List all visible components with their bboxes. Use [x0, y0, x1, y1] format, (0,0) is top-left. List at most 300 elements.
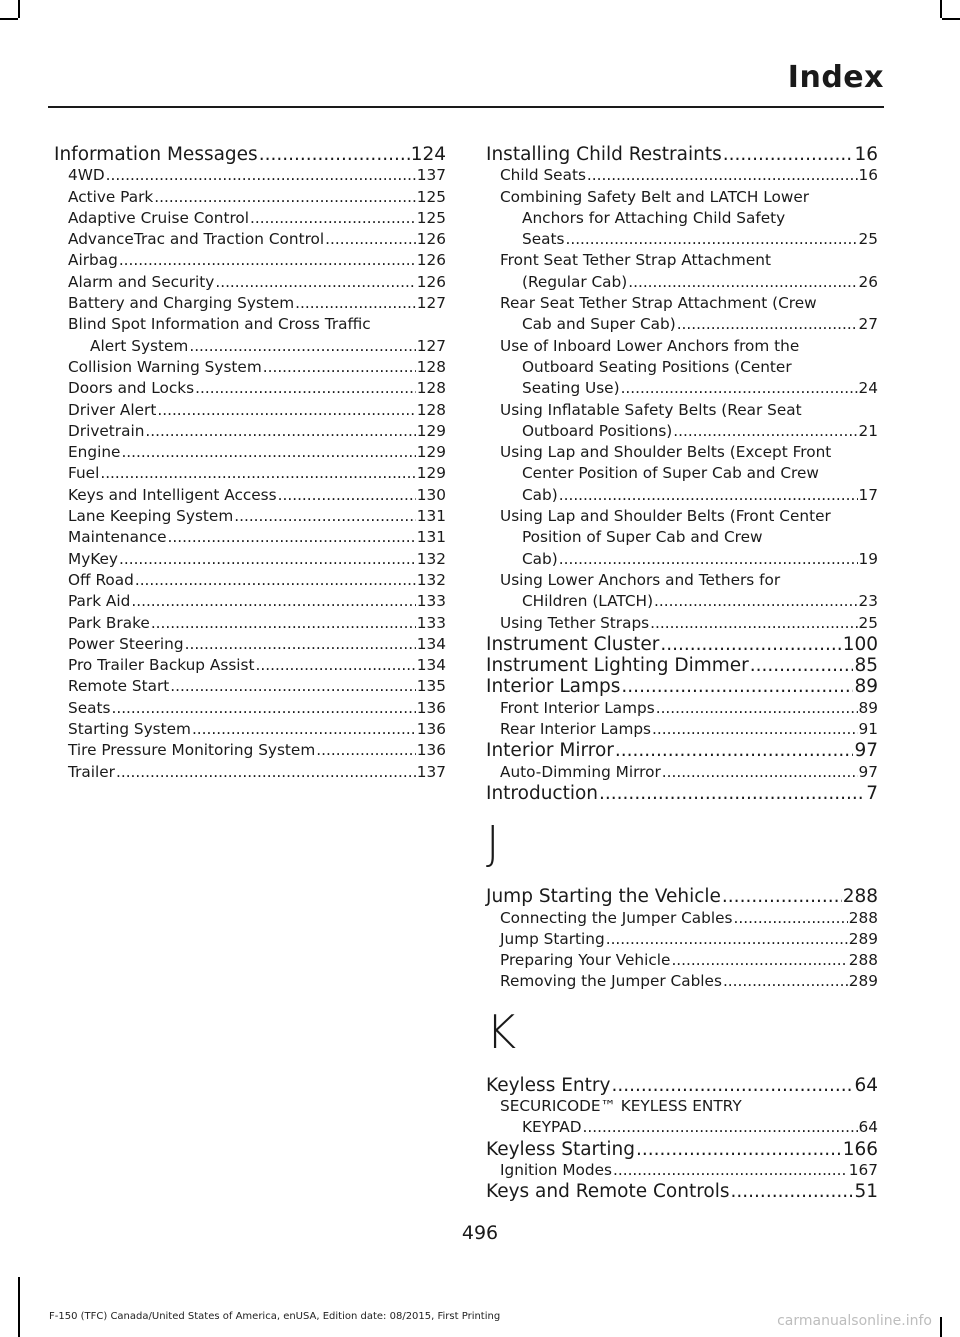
index-entry[interactable] — [486, 655, 878, 676]
entry-page-number: 85 — [854, 655, 878, 677]
index-subentry[interactable] — [54, 655, 446, 676]
dot-leader — [259, 144, 410, 165]
entry-text: Driver Alert — [68, 400, 157, 419]
index-entry[interactable] — [54, 144, 446, 165]
entry-row — [68, 463, 446, 484]
entry-row — [68, 293, 446, 314]
dot-leader — [106, 165, 416, 186]
entry-text: MyKey — [68, 549, 118, 568]
entry-text: AdvanceTrac and Traction Control — [68, 230, 325, 249]
index-subentry[interactable] — [54, 698, 446, 719]
entry-text: Off Road — [68, 570, 134, 589]
dot-leader — [599, 783, 865, 804]
entry-page-number: 136 — [416, 720, 446, 739]
crop-mark — [940, 1317, 942, 1337]
entry-text: Connecting the Jumper Cables — [500, 908, 733, 927]
entry-page-number: 25 — [858, 613, 878, 632]
entry-row — [68, 485, 446, 506]
entry-row — [486, 1075, 878, 1096]
index-subentry[interactable] — [486, 719, 878, 740]
index-subentry[interactable] — [486, 570, 878, 613]
dot-leader — [636, 1139, 842, 1160]
dot-leader — [583, 1117, 858, 1138]
entry-text: Rear Interior Lamps — [500, 720, 652, 739]
entry-page-number: 128 — [416, 400, 446, 419]
index-subentry[interactable] — [54, 613, 446, 634]
dot-leader — [157, 400, 415, 421]
entry-page-number: 19 — [858, 549, 878, 568]
index-entry[interactable] — [486, 740, 878, 761]
entry-text: Remote Start — [68, 677, 170, 696]
index-subentry[interactable] — [54, 165, 446, 186]
entry-row — [68, 442, 446, 463]
entry-page-number: 89 — [854, 676, 878, 698]
index-subentry[interactable] — [486, 613, 878, 634]
entry-page-number: 132 — [416, 570, 446, 589]
dot-leader — [652, 719, 858, 740]
entry-row — [68, 740, 446, 761]
entry-row — [68, 527, 446, 548]
dot-leader — [750, 655, 854, 676]
dot-leader — [654, 591, 857, 612]
index-subentry[interactable] — [54, 293, 446, 314]
dot-leader — [195, 378, 416, 399]
entry-page-number: 89 — [858, 698, 878, 717]
index-column-left — [54, 144, 446, 783]
entry-page-number: 125 — [416, 187, 446, 206]
index-subentry[interactable] — [486, 165, 878, 186]
entry-text: Jump Starting — [500, 929, 605, 948]
entry-page-number: 126 — [416, 251, 446, 270]
entry-text: Starting System — [68, 720, 191, 739]
entry-row — [500, 719, 878, 740]
entry-text: Trailer — [68, 762, 115, 781]
dot-leader — [325, 229, 416, 250]
index-subentry[interactable] — [54, 570, 446, 591]
dot-leader — [559, 549, 858, 570]
entry-text: Outboard Positions) — [522, 421, 673, 440]
dot-leader — [145, 421, 415, 442]
index-entry[interactable] — [486, 676, 878, 697]
entry-row — [486, 886, 878, 907]
index-subentry[interactable] — [54, 208, 446, 229]
entry-text: Cab and Super Cab) — [522, 315, 676, 334]
entry-text-line: Anchors for Attaching Child Safety — [522, 208, 786, 227]
dot-leader — [215, 272, 415, 293]
index-subentry[interactable] — [54, 250, 446, 271]
entry-row — [68, 698, 446, 719]
entry-page-number: 128 — [416, 357, 446, 376]
entry-text: Power Steering — [68, 634, 184, 653]
entry-page-number: 126 — [416, 230, 446, 249]
index-subentry[interactable] — [54, 740, 446, 761]
entry-row — [68, 719, 446, 740]
entry-page-number: 51 — [854, 1181, 878, 1203]
index-subentry[interactable] — [54, 485, 446, 506]
entry-row — [500, 314, 878, 335]
entry-text: Instrument Cluster — [486, 633, 660, 655]
entry-page-number: 289 — [848, 972, 878, 991]
entry-row — [486, 1139, 878, 1160]
index-subentry[interactable] — [486, 698, 878, 719]
entry-page-number: 136 — [416, 741, 446, 760]
entry-row — [54, 144, 446, 165]
entry-text: Lane Keeping System — [68, 507, 234, 526]
entry-row — [68, 357, 446, 378]
dot-leader — [135, 570, 416, 591]
entry-text: Child Seats — [500, 166, 586, 185]
entry-row — [500, 485, 878, 506]
dot-leader — [611, 1075, 853, 1096]
entry-text: Introduction — [486, 782, 599, 804]
dot-leader — [316, 740, 416, 761]
entry-text-line: Outboard Seating Positions (Center — [522, 357, 792, 376]
index-subentry[interactable] — [486, 442, 878, 506]
entry-row — [500, 272, 878, 293]
index-subentry[interactable] — [54, 676, 446, 697]
entry-page-number: 124 — [410, 144, 446, 165]
entry-text: Park Brake — [68, 613, 150, 632]
entry-page-number: 135 — [416, 677, 446, 696]
entry-text-line: Using Inflatable Safety Belts (Rear Seat — [500, 400, 802, 419]
dot-leader — [100, 463, 415, 484]
dot-leader — [565, 229, 857, 250]
entry-row — [68, 549, 446, 570]
entry-row — [500, 1160, 878, 1181]
entry-text: 4WD — [68, 166, 105, 185]
entry-page-number: 129 — [416, 464, 446, 483]
entry-page-number: 167 — [848, 1160, 878, 1179]
entry-page-number: 288 — [848, 908, 878, 927]
index-subentry[interactable] — [54, 762, 446, 783]
dot-leader — [673, 421, 857, 442]
entry-text-line: SECURICODE™ KEYLESS ENTRY — [500, 1096, 742, 1115]
entry-text: Tire Pressure Monitoring System — [68, 741, 316, 760]
index-entry[interactable] — [486, 783, 878, 804]
entry-row — [500, 613, 878, 634]
section-letter: K — [486, 1004, 517, 1059]
entry-page-number: 100 — [842, 633, 878, 655]
index-subentry[interactable] — [486, 950, 878, 971]
index-subentry[interactable] — [486, 400, 878, 443]
dot-leader — [650, 613, 857, 634]
index-subentry[interactable] — [486, 1096, 878, 1139]
entry-page-number: 288 — [848, 951, 878, 970]
entry-text: Doors and Locks — [68, 379, 195, 398]
index-subentry[interactable] — [54, 719, 446, 740]
entry-text: Auto-Dimming Mirror — [500, 762, 661, 781]
entry-text: Seats — [68, 698, 111, 717]
entry-page-number: 127 — [416, 294, 446, 313]
entry-row — [68, 570, 446, 591]
entry-row — [68, 421, 446, 442]
dot-leader — [656, 698, 858, 719]
entry-row — [500, 229, 878, 250]
dot-leader — [119, 549, 416, 570]
entry-text: Ignition Modes — [500, 1160, 612, 1179]
entry-row — [500, 908, 878, 929]
crop-mark — [940, 0, 942, 18]
entry-text: Fuel — [68, 464, 100, 483]
entry-row — [68, 208, 446, 229]
entry-page-number: 130 — [416, 485, 446, 504]
entry-page-number: 23 — [858, 592, 878, 611]
dot-leader — [722, 886, 842, 907]
dot-leader — [731, 1181, 854, 1202]
index-subentry[interactable] — [486, 929, 878, 950]
entry-row — [486, 1181, 878, 1202]
entry-text: Alarm and Security — [68, 272, 215, 291]
dot-leader — [234, 506, 416, 527]
entry-text: Removing the Jumper Cables — [500, 972, 722, 991]
dot-leader — [615, 740, 854, 761]
entry-row — [68, 250, 446, 271]
entry-row — [486, 144, 878, 165]
entry-text: Drivetrain — [68, 421, 145, 440]
dot-leader — [606, 929, 848, 950]
index-subentry[interactable] — [486, 336, 878, 400]
entry-page-number: 166 — [842, 1138, 878, 1160]
entry-text: Adaptive Cruise Control — [68, 208, 250, 227]
entry-text-line: Using Lap and Shoulder Belts (Front Center — [500, 507, 831, 526]
entry-page-number: 27 — [858, 315, 878, 334]
entry-page-number: 64 — [854, 1074, 878, 1096]
entry-text: Active Park — [68, 187, 154, 206]
index-subentry[interactable] — [486, 908, 878, 929]
entry-text: Keyless Entry — [486, 1074, 611, 1096]
crop-mark — [0, 18, 18, 20]
entry-page-number: 17 — [858, 485, 878, 504]
dot-leader — [185, 634, 416, 655]
dot-leader — [116, 762, 416, 783]
dot-leader — [278, 485, 416, 506]
entry-page-number: 137 — [416, 166, 446, 185]
entry-text-line: Using Lap and Shoulder Belts (Except Front — [500, 443, 832, 462]
dot-leader — [170, 676, 416, 697]
index-entry[interactable] — [486, 634, 878, 655]
dot-leader — [263, 357, 416, 378]
index-subentry[interactable] — [486, 971, 878, 992]
dot-leader — [111, 698, 415, 719]
entry-row — [486, 783, 878, 804]
entry-text: Preparing Your Vehicle — [500, 951, 671, 970]
entry-page-number: 289 — [848, 929, 878, 948]
entry-row — [68, 336, 446, 357]
entry-text-line: Rear Seat Tether Strap Attachment (Crew — [500, 294, 817, 313]
entry-page-number: 7 — [866, 782, 878, 804]
index-subentry[interactable] — [54, 272, 446, 293]
entry-text: Pro Trailer Backup Assist — [68, 656, 255, 675]
index-subentry[interactable] — [54, 378, 446, 399]
entry-page-number: 288 — [842, 886, 878, 908]
index-subentry[interactable] — [54, 187, 446, 208]
crop-mark — [18, 1277, 20, 1337]
entry-row — [68, 165, 446, 186]
page-number: 496 — [461, 1222, 499, 1244]
section-letter: J — [486, 816, 500, 871]
index-entry[interactable] — [486, 1139, 878, 1160]
dot-leader — [621, 676, 853, 697]
entry-text-line: Combining Safety Belt and LATCH Lower — [500, 187, 810, 206]
entry-row — [68, 400, 446, 421]
entry-text: Keys and Remote Controls — [486, 1181, 730, 1203]
entry-page-number: 16 — [854, 144, 878, 165]
dot-leader — [677, 314, 858, 335]
entry-row — [68, 762, 446, 783]
entry-row — [500, 421, 878, 442]
entry-text-line: Center Position of Super Cab and Crew — [522, 464, 819, 483]
entry-row — [500, 762, 878, 783]
index-subentry[interactable] — [54, 357, 446, 378]
entry-page-number: 64 — [858, 1118, 878, 1137]
entry-text-line: Use of Inboard Lower Anchors from the — [500, 336, 800, 355]
entry-page-number: 133 — [416, 613, 446, 632]
entry-text-line: Using Lower Anchors and Tethers for — [500, 570, 781, 589]
dot-leader — [295, 293, 416, 314]
index-subentry[interactable] — [54, 463, 446, 484]
entry-text: Collision Warning System — [68, 357, 262, 376]
index-subentry[interactable] — [486, 293, 878, 336]
dot-leader — [662, 762, 858, 783]
entry-text: Instrument Lighting Dimmer — [486, 655, 749, 677]
entry-text: Cab) — [522, 549, 558, 568]
entry-text: Seating Use) — [522, 379, 620, 398]
index-subentry[interactable] — [486, 762, 878, 783]
index-subentry[interactable] — [54, 591, 446, 612]
index-entry[interactable] — [486, 1075, 878, 1096]
dot-leader — [587, 165, 858, 186]
entry-row — [68, 272, 446, 293]
dot-leader — [119, 250, 416, 271]
entry-row — [500, 698, 878, 719]
entry-row — [68, 676, 446, 697]
entry-row — [486, 655, 878, 676]
dot-leader — [628, 272, 857, 293]
entry-page-number: 125 — [416, 208, 446, 227]
entry-text-line: Blind Spot Information and Cross Traffic — [68, 315, 371, 334]
entry-row — [500, 971, 878, 992]
entry-text: Seats — [522, 230, 565, 249]
index-subentry[interactable] — [54, 400, 446, 421]
dot-leader — [734, 908, 848, 929]
index-subentry[interactable] — [486, 250, 878, 293]
entry-page-number: 134 — [416, 634, 446, 653]
crop-mark — [18, 0, 20, 18]
entry-page-number: 127 — [416, 336, 446, 355]
header-rule — [48, 106, 884, 108]
entry-text: Maintenance — [68, 528, 167, 547]
entry-text: Interior Mirror — [486, 740, 614, 762]
entry-page-number: 126 — [416, 272, 446, 291]
entry-row — [68, 506, 446, 527]
dot-leader — [559, 485, 858, 506]
entry-text: CHildren (LATCH) — [522, 592, 654, 611]
entry-page-number: 132 — [416, 549, 446, 568]
entry-row — [486, 634, 878, 655]
entry-text: Using Tether Straps — [500, 613, 650, 632]
entry-row — [486, 676, 878, 697]
entry-row — [68, 613, 446, 634]
entry-row — [68, 634, 446, 655]
entry-page-number: 137 — [416, 762, 446, 781]
crop-mark — [942, 18, 960, 20]
dot-leader — [613, 1160, 848, 1181]
index-entry[interactable] — [486, 144, 878, 165]
entry-row — [68, 187, 446, 208]
entry-page-number: 91 — [858, 720, 878, 739]
index-subentry[interactable] — [54, 506, 446, 527]
entry-text: Airbag — [68, 251, 118, 270]
entry-row — [68, 655, 446, 676]
index-subentry[interactable] — [54, 442, 446, 463]
entry-text: Keys and Intelligent Access — [68, 485, 277, 504]
entry-row — [500, 378, 878, 399]
entry-text: Engine — [68, 443, 121, 462]
entry-row — [500, 1117, 878, 1138]
entry-text: (Regular Cab) — [522, 272, 628, 291]
index-entry[interactable] — [486, 886, 878, 907]
entry-page-number: 133 — [416, 592, 446, 611]
edition-info: F-150 (TFC) Canada/United States of America, enUSA, Edition date: 08/2015, First Printing — [49, 1311, 501, 1322]
entry-page-number: 128 — [416, 379, 446, 398]
index-subentry[interactable] — [54, 549, 446, 570]
dot-leader — [154, 187, 416, 208]
entry-row — [68, 591, 446, 612]
index-subentry[interactable] — [54, 634, 446, 655]
entry-text: Information Messages — [54, 144, 258, 165]
entry-page-number: 134 — [416, 656, 446, 675]
dot-leader — [621, 378, 858, 399]
index-subentry[interactable] — [54, 229, 446, 250]
index-subentry[interactable] — [54, 421, 446, 442]
entry-page-number: 136 — [416, 698, 446, 717]
index-entry[interactable] — [486, 1181, 878, 1202]
entry-page-number: 16 — [858, 166, 878, 185]
entry-page-number: 129 — [416, 421, 446, 440]
dot-leader — [660, 634, 841, 655]
entry-page-number: 97 — [854, 740, 878, 762]
dot-leader — [723, 971, 848, 992]
index-subentry[interactable] — [486, 506, 878, 570]
dot-leader — [151, 613, 416, 634]
entry-page-number: 131 — [416, 507, 446, 526]
entry-text: Cab) — [522, 485, 558, 504]
dot-leader — [131, 591, 415, 612]
entry-text: Battery and Charging System — [68, 294, 295, 313]
dot-leader — [168, 527, 416, 548]
index-subentry[interactable] — [486, 1160, 878, 1181]
entry-text: KEYPAD — [522, 1118, 582, 1137]
index-subentry[interactable] — [54, 527, 446, 548]
entry-page-number: 129 — [416, 443, 446, 462]
dot-leader — [256, 655, 416, 676]
index-subentry[interactable] — [486, 187, 878, 251]
entry-page-number: 24 — [858, 379, 878, 398]
dot-leader — [121, 442, 415, 463]
entry-text: Installing Child Restraints — [486, 144, 722, 165]
dot-leader — [250, 208, 416, 229]
entry-page-number: 25 — [858, 230, 878, 249]
entry-row — [68, 378, 446, 399]
entry-page-number: 26 — [858, 272, 878, 291]
entry-row — [68, 229, 446, 250]
index-subentry[interactable] — [54, 314, 446, 357]
entry-page-number: 21 — [858, 421, 878, 440]
entry-text: Alert System — [90, 336, 189, 355]
index-column-right — [486, 144, 878, 1202]
entry-row — [500, 591, 878, 612]
entry-text: Keyless Starting — [486, 1138, 636, 1160]
